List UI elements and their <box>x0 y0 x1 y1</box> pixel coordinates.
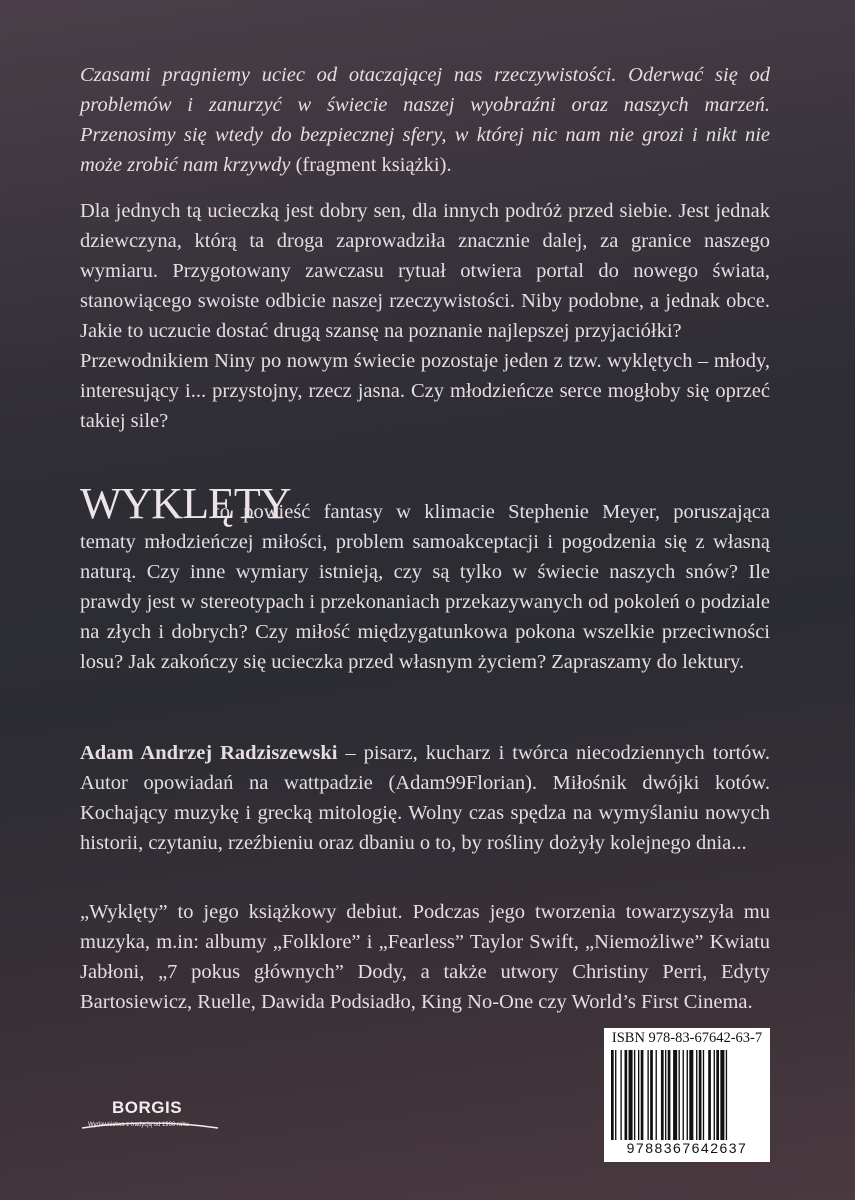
music-paragraph: „Wyklęty” to jego książkowy debiut. Podczas jego tworzenia towarzyszyła mu muzyka, m.in: albumy „Folklore” i „Fearless” Taylor Swift, „Niemożliwe” Kwiatu Jabłoni, „7 pokus głównych” Dody, a także utwory Christiny Perri, Edyty Bartosiewicz, Ruelle, Dawida Podsiadło, King No-One czy World’s First Cinema. <box>80 901 770 1013</box>
isbn-barcode-box <box>604 1028 770 1162</box>
publisher-tagline: Wydawnictwo z tradycją od 1990 roku <box>88 1122 189 1128</box>
music-section <box>80 897 770 1017</box>
intro-paragraph <box>80 60 770 180</box>
description-paragraph-2: Przewodnikiem Niny po nowym świecie pozostaje jeden z tzw. wyklętych – młody, interesujący i... przystojny, rzecz jasna. Czy młodzieńcze serce mogłoby się oprzeć takiej sile? <box>80 350 770 432</box>
book-blurb-text: to powieść fantasy w klimacie Stephenie Meyer, poruszająca tematy młodzieńczej miłości, problem samoakceptacji i pogodzenia się z własną naturą. Czy inne wymiary istnieją, czy są tylko w świecie naszych snów? Ile prawdy jest w stereotypach i przekonaniach przekazywanych od pokoleń o podziale na złych i dobrych? Czy miłość międzygatunkowa pokona wszelkie przeciwności losu? Jak zakończy się ucieczka przed własnym życiem? Zapraszamy do lektury. <box>80 501 770 673</box>
isbn-label: ISBN 978-83-67642-63-7 <box>611 1030 763 1046</box>
barcode-icon <box>609 1050 765 1140</box>
book-blurb <box>80 497 770 677</box>
intro-source-note: (fragment książki). <box>290 154 452 176</box>
publisher-logo <box>80 1098 220 1138</box>
author-name: Adam Andrzej Radziszewski <box>80 742 338 764</box>
author-paragraph <box>80 738 770 858</box>
intro-quote: Czasami pragniemy uciec od otaczającej nas rzeczywistości. Oderwać się od problemów i zanurzyć w świecie naszej wyobraźni oraz naszych marzeń. Przenosimy się wtedy do bezpiecznej sfery, w której nic nam nie grozi i nikt nie może zrobić nam krzywdy <box>80 64 770 176</box>
publisher-name: BORGIS <box>112 1098 183 1117</box>
ean-digits: 9788367642637 <box>626 1140 748 1156</box>
author-bio: – pisarz, kucharz i twórca niecodziennych tortów. Autor opowiadań na wattpadzie (Adam99Florian). Miłośnik dwójki kotów. Kochający muzykę i grecką mitologię. Wolny czas spędza na wymyślaniu nowych historii, czytaniu, rzeźbieniu oraz dbaniu o to, by rośliny dożyły kolejnego dnia... <box>80 742 770 854</box>
intro-excerpt <box>80 60 770 180</box>
author-section <box>80 738 770 858</box>
book-title: WYKLĘTY <box>80 479 291 528</box>
description <box>80 196 770 436</box>
description-paragraph-1: Dla jednych tą ucieczką jest dobry sen, dla innych podróż przed siebie. Jest jednak dziewczyna, którą ta droga zaprowadziła znacznie dalej, za granice naszego wymiaru. Przygotowany zawczasu rytuał otwiera portal do nowego świata, stanowiącego swoiste odbicie naszej rzeczywistości. Niby podobne, a jednak obce. Jakie to uczucie dostać drugą szansę na poznanie najlepszej przyjaciółki? <box>80 200 770 342</box>
